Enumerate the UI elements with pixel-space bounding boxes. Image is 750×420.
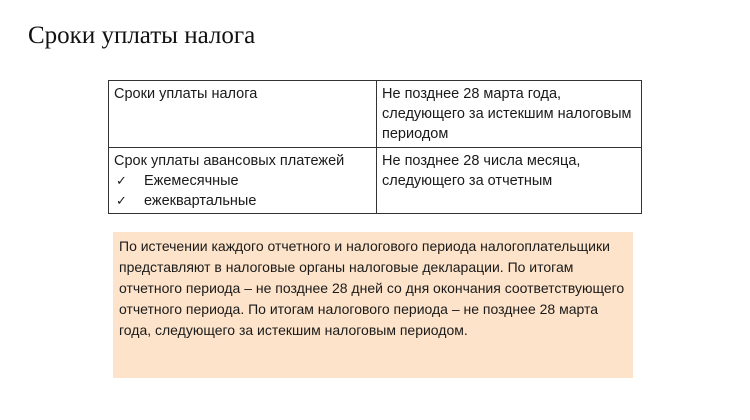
row-label-cell xyxy=(109,148,377,214)
row-label: Сроки уплаты налога xyxy=(114,86,258,102)
declaration-note-box xyxy=(113,232,633,378)
table-row xyxy=(109,81,642,148)
list-item xyxy=(114,191,371,211)
row-value-cell xyxy=(377,81,642,148)
list-item xyxy=(114,171,371,191)
row-value-cell xyxy=(377,148,642,214)
slide-title: Сроки уплаты налога xyxy=(28,22,256,49)
checkmark-icon: ✓ xyxy=(116,193,127,208)
tax-deadlines-table xyxy=(108,80,642,214)
payment-frequency-list xyxy=(114,171,371,211)
table-row xyxy=(109,148,642,214)
row-value: Не позднее 28 числа месяца, следующего за отчетным xyxy=(382,153,581,189)
list-item-label: Ежемесячные xyxy=(144,173,239,189)
row-value: Не позднее 28 марта года, следующего за истекшим налоговым периодом xyxy=(382,86,632,142)
row-label-cell xyxy=(109,81,377,148)
checkmark-icon: ✓ xyxy=(116,173,127,188)
list-item-label: ежеквартальные xyxy=(144,193,257,209)
note-text: По истечении каждого отчетного и налогового периода налогоплательщики представляют в налоговые органы налоговые декларации. По итогам отчетного периода – не позднее 28 дней со дня окончания соответствующего отчетного периода. По итогам налогового периода – не позднее 28 марта года, следующего за истекшим налоговым периодом. xyxy=(119,238,625,338)
row-label: Срок уплаты авансовых платежей xyxy=(114,153,345,169)
